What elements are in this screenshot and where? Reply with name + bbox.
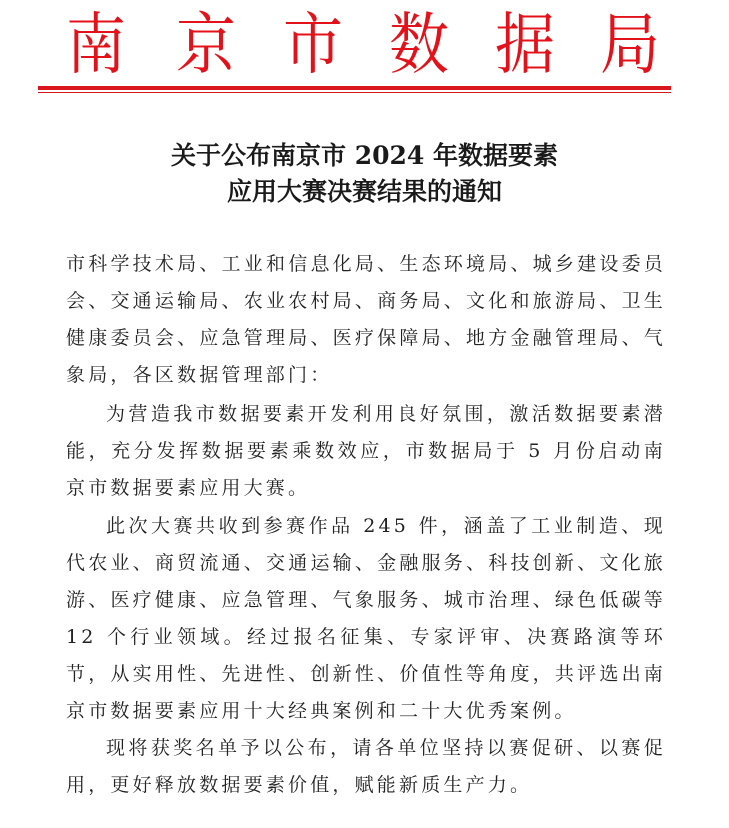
masthead-char: 京 (176, 5, 236, 85)
body-paragraph-results: 此次大赛共收到参赛作品 245 件，涵盖了工业制造、现代农业、商贸流通、交通运输、金融服务、科技创新、文化旅游、医疗健康、应急管理、气象服务、城市治理、绿色低碳等 12 个行业领域。经过报名征集、专家评审、决赛路演等环节，从实用性、先进性、创新性、价值性等角度，共评选出南京市数据要素应用十大经典案例和二十大优秀案例。 (66, 515, 666, 722)
body-paragraph-announcement: 现将获奖名单予以公布，请各单位坚持以赛促研、以赛促用，更好释放数据要素价值，赋能新质生产力。 (66, 737, 666, 796)
addressee-paragraph: 市科学技术局、工业和信息化局、生态环境局、城乡建设委员会、交通运输局、农业农村局、商务局、文化和旅游局、卫生健康委员会、应急管理局、医疗保障局、地方金融管理局、气象局，各区数据管理部门： (66, 253, 666, 386)
masthead-char: 南 (66, 5, 126, 85)
masthead-char: 局 (600, 5, 660, 85)
body-paragraph-background: 为营造我市数据要素开发利用良好氛围，激活数据要素潜能，充分发挥数据要素乘数效应，市数据局于 5 月份启动南京市数据要素应用大赛。 (66, 403, 666, 499)
masthead-divider-thin (38, 92, 671, 93)
document-title-line-1: 关于公布南京市 2024 年数据要素 (171, 141, 558, 170)
masthead-char: 市 (283, 5, 343, 85)
masthead (0, 5, 729, 85)
masthead-divider-thick (38, 86, 671, 90)
document-title-line-2: 应用大赛决赛结果的通知 (226, 177, 502, 206)
masthead-char: 数 (389, 5, 449, 85)
masthead-char: 据 (495, 5, 555, 85)
